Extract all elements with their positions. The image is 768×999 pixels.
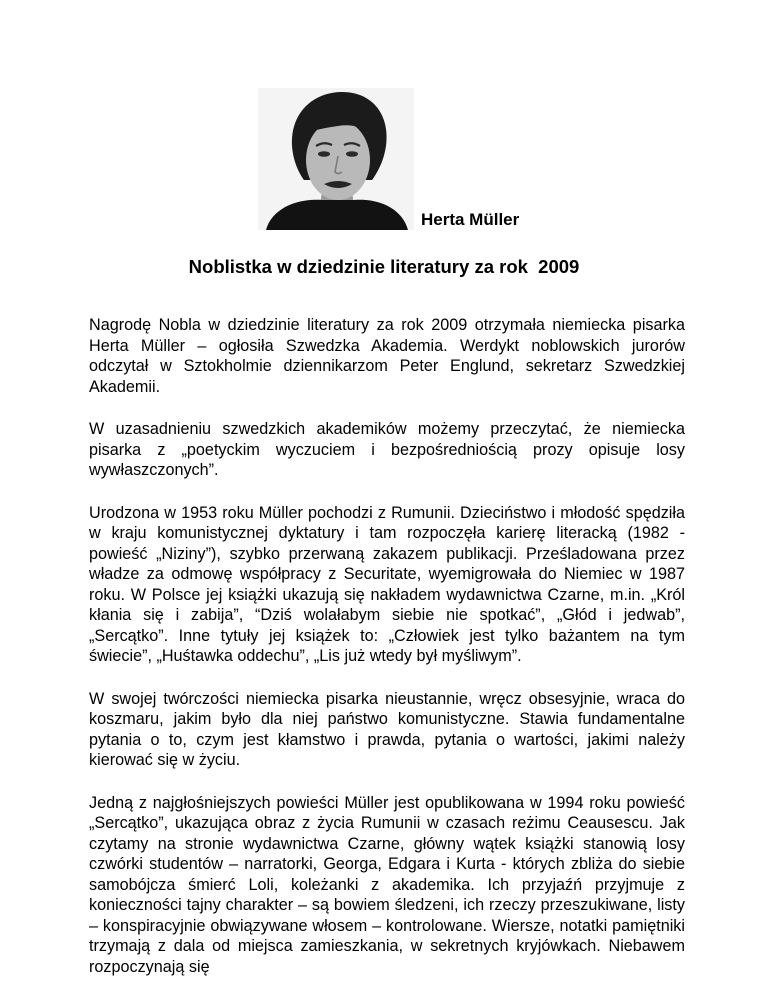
- woman-portrait-icon: [258, 88, 414, 230]
- document-title: Noblistka w dziedzinie literatury za rok 2009: [188, 256, 580, 277]
- paragraph: Urodzona w 1953 roku Müller pochodzi z Rumunii. Dzieciństwo i młodość spędziła w kraju komunistycznej dyktatury i tam rozpoczęła karierę literacką (1982 - powieść „Niziny”), szybko przerwaną zakazem publikacji. Prześladowana przez władze za odmowę współpracy z Securitate, wyemigrowała do Niemiec w 1987 roku. W Polsce jej książki ukazują się nakładem wydawnictwa Czarne, m.in. „Król kłania się i zabija”, “Dziś wolałabym siebie nie spotkać”, „Głód i jedwab”, „Sercątko”. Inne tytuły jej książek to: „Człowiek jest tylko bażantem na tym świecie”, „Huśtawka oddechu”, „Lis już wtedy był myśliwym”.: [89, 503, 685, 665]
- paragraph: Nagrodę Nobla w dziedzinie literatury za rok 2009 otrzymała niemiecka pisarka Herta Müller – ogłosiła Szwedzka Akademia. Werdykt noblowskich jurorów odczytał w Sztokholmie dziennikarzom Peter Englund, sekretarz Szwedzkiej Akademii.: [89, 316, 685, 396]
- article-body: [89, 315, 685, 999]
- author-portrait-photo: [258, 88, 414, 230]
- paragraph: Jedną z najgłośniejszych powieści Müller jest opublikowana w 1994 roku powieść „Sercątko”, ukazująca obraz z życia Rumunii w czasach reżimu Ceausescu. Jak czytamy na stronie wydawnictwa Czarne, główny wątek książki stanowią losy czwórki studentów – narratorki, Georga, Edgara i Kurta - których zbliża do siebie samobójcza śmierć Loli, koleżanki z akademika. Ich przyjaźń przyjmuje z konieczności tajny charakter – są bowiem śledzeni, ich rzeczy przeszukiwane, listy – konspiracyjnie obwiązywane włosem – kontrolowane. Wiersze, notatki pamiętniki trzymają z dala od miejsca zamieszkania, w sekretnych kryjówkach. Niebawem rozpoczynają się: [89, 793, 685, 976]
- paragraph: W swojej twórczości niemiecka pisarka nieustannie, wręcz obsesyjnie, wraca do koszmaru, jakim było dla niej państwo komunistyczne. Stawia fundamentalne pytania o to, czym jest kłamstwo i prawda, pytania o wartości, jakimi należy kierować się w życiu.: [89, 689, 685, 769]
- paragraph: W uzasadnieniu szwedzkich akademików możemy przeczytać, że niemiecka pisarka z „poetyckim wyczuciem i bezpośredniością prozy opisuje losy wywłaszczonych”.: [89, 420, 685, 479]
- photo-caption-name: Herta Müller: [421, 210, 520, 229]
